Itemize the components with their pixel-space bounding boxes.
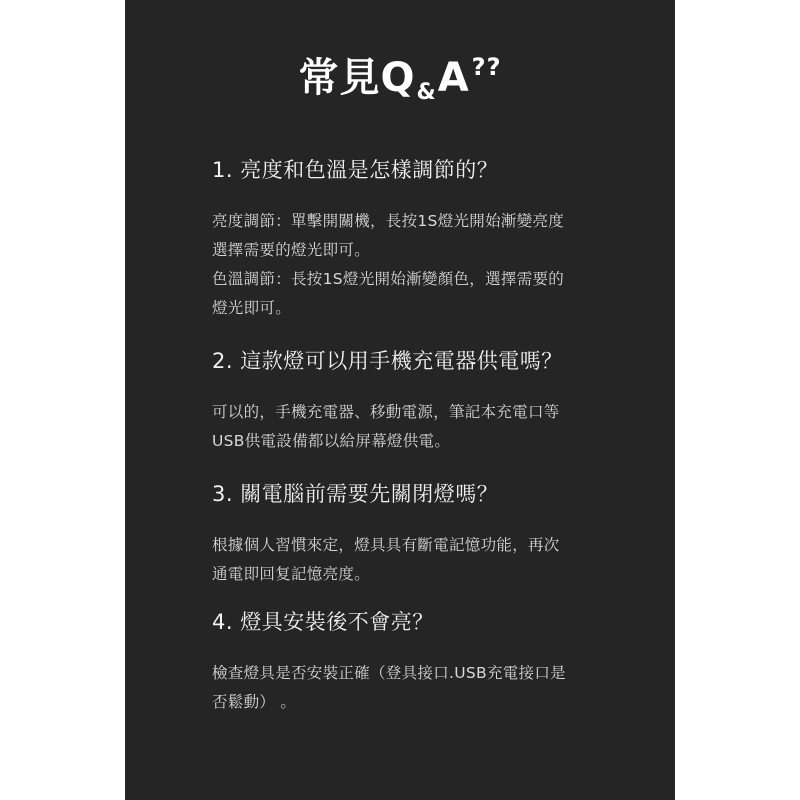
answer-line: 根據個人習慣來定，燈具具有斷電記憶功能，再次: [212, 536, 560, 554]
answer-line: 色溫調節：長按1S燈光開始漸變顏色，選擇需要的: [212, 270, 565, 288]
faq-question-2: 2. 這款燈可以用手機充電器供電嗎？: [212, 349, 563, 373]
faq-panel: [125, 0, 675, 800]
title-question-marks: ??: [471, 53, 502, 81]
page-title: [125, 50, 675, 113]
faq-question-3: 3. 關電腦前需要先關閉燈嗎？: [212, 482, 499, 506]
answer-line: 選擇需要的燈光即可。: [212, 241, 371, 259]
faq-answer-1: [212, 207, 612, 323]
faq-item-4: [212, 607, 612, 717]
answer-line: 否鬆動） 。: [212, 693, 297, 711]
title-ampersand: &: [416, 80, 437, 105]
answer-line: 可以的，手機充電器、移動電源，筆記本充電口等: [212, 403, 560, 421]
faq-answer-2: [212, 398, 612, 456]
faq-item-2: [212, 346, 612, 456]
answer-line: 檢查燈具是否安裝正確（登具接口.USB充電接口是: [212, 664, 566, 682]
faq-item-3: [212, 479, 612, 589]
faq-answer-4: [212, 659, 612, 717]
answer-line: 通電即回复記憶亮度。: [212, 565, 371, 583]
answer-line: 燈光即可。: [212, 299, 292, 317]
faq-question-4: 4. 燈具安裝後不會亮？: [212, 610, 434, 634]
answer-line: USB供電設備都以給屏幕燈供電。: [212, 432, 451, 450]
faq-item-1: [212, 155, 612, 323]
faq-answer-3: [212, 531, 612, 589]
title-main: 常見Q: [298, 55, 416, 101]
answer-line: 亮度調節：單擊開關機，長按1S燈光開始漸變亮度: [212, 212, 565, 230]
title-a: A: [437, 55, 470, 101]
faq-question-1: 1. 亮度和色溫是怎樣調節的？: [212, 158, 499, 182]
